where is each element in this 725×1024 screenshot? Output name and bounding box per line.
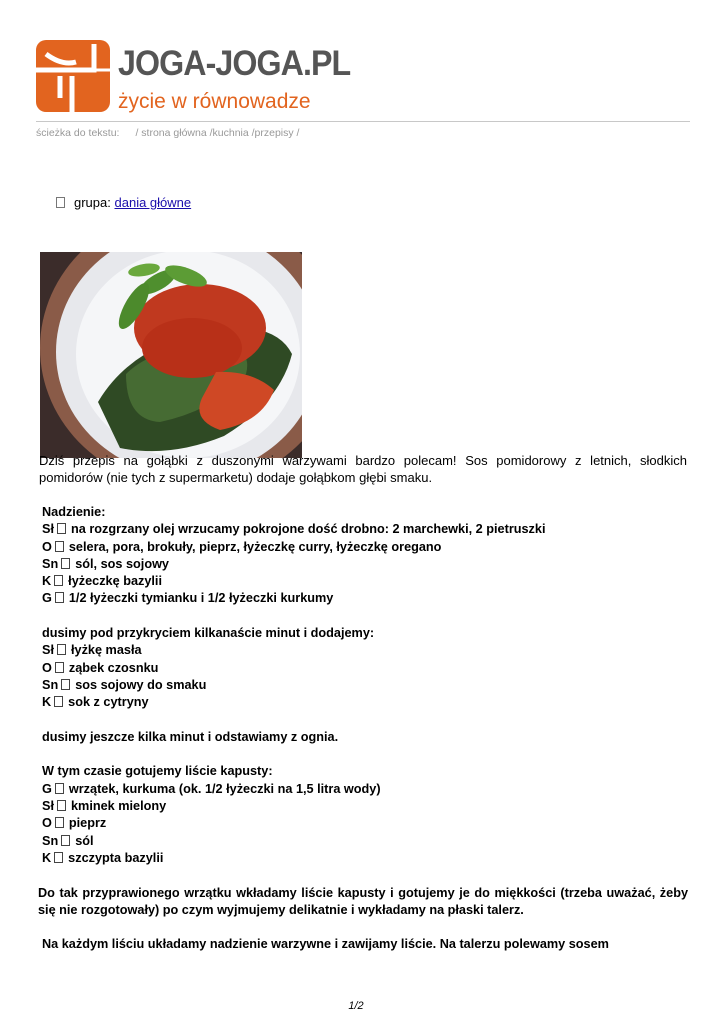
- breadcrumb-label: ścieżka do tekstu:: [36, 127, 120, 139]
- site-logo[interactable]: [36, 40, 351, 116]
- group-label: grupa:: [74, 195, 111, 210]
- page-number: 1/2: [348, 1000, 364, 1012]
- ingredient-line: O selera, pora, brokuły, pieprz, łyżeczkę curry, łyżeczkę oregano: [42, 539, 442, 554]
- bullet-box-icon: [54, 852, 63, 863]
- group-link[interactable]: dania główne: [114, 195, 192, 210]
- logo-mark: [36, 40, 110, 112]
- ingredient-line: Sn sos sojowy do smaku: [42, 677, 207, 692]
- bullet-box-icon: [55, 817, 64, 828]
- paragraph-cooking: Do tak przyprawionego wrzątku wkładamy liście kapusty i gotujemy je do miękkości (trzeba uważać, żeby się nie rozgotowały) po czym wyjmujemy delikatnie i wykładamy na płaski talerz.: [38, 885, 688, 917]
- recipe-body: [38, 504, 688, 954]
- bullet-box-icon: [54, 575, 63, 586]
- bullet-box-icon: [57, 523, 66, 534]
- ingredient-line: Sł na rozgrzany olej wrzucamy pokrojone dość drobno: 2 marchewki, 2 pietruszki: [42, 522, 546, 537]
- bullet-box-icon: [61, 558, 70, 569]
- ingredient-line: O pieprz: [42, 816, 107, 831]
- filling-title: Nadzienie:: [42, 505, 106, 519]
- bullet-box-icon: [61, 679, 70, 690]
- bullet-box-icon: [57, 644, 66, 655]
- ingredient-line: Sn sól, sos sojowy: [42, 556, 169, 571]
- bullet-box-icon: [61, 835, 70, 846]
- paragraph-wrapping: Na każdym liściu układamy nadzienie warzywne i zawijamy liście. Na talerzu polewamy sosem: [42, 937, 609, 952]
- bullet-box-icon: [55, 783, 64, 794]
- bullet-box-icon: [56, 197, 65, 208]
- brand-name: JOGA-JOGA.PL: [118, 44, 351, 83]
- bullet-box-icon: [55, 541, 64, 552]
- ingredient-line: Sn sól: [42, 833, 94, 848]
- logo-figure-icon: [36, 40, 110, 112]
- stew-title: dusimy pod przykryciem kilkanaście minut i dodajemy:: [42, 626, 375, 641]
- bullet-box-icon: [55, 662, 64, 673]
- brand-tagline: życie w równowadze: [118, 90, 311, 113]
- ingredient-line: K łyżeczkę bazylii: [42, 574, 162, 589]
- ingredient-line: Sł łyżkę masła: [42, 643, 142, 658]
- ingredient-line: K sok z cytryny: [42, 695, 149, 710]
- bullet-box-icon: [57, 800, 66, 811]
- header-divider: [36, 121, 690, 122]
- bullet-box-icon: [55, 592, 64, 603]
- breadcrumb-path[interactable]: / strona główna /kuchnia /przepisy /: [135, 127, 300, 139]
- ingredient-line: Sł kminek mielony: [42, 799, 167, 814]
- ingredient-line: G 1/2 łyżeczki tymianku i 1/2 łyżeczki kurkumy: [42, 591, 334, 606]
- breadcrumb: [36, 127, 299, 139]
- ingredient-line: K szczypta bazylii: [42, 850, 164, 865]
- cabbage-title: W tym czasie gotujemy liście kapusty:: [42, 764, 273, 779]
- stew-end: dusimy jeszcze kilka minut i odstawiamy z ognia.: [42, 729, 339, 744]
- ingredient-line: O ząbek czosnku: [42, 660, 159, 675]
- intro-paragraph: Dziś przepis na gołąbki z duszonymi warzywami bardzo polecam! Sos pomidorowy z letnich, słodkich pomidorów (nie tych z supermarketu) dodaje gołąbkom głębi smaku.: [39, 453, 687, 485]
- group-line: [56, 195, 191, 210]
- recipe-photo: [40, 252, 302, 458]
- ingredient-line: G wrzątek, kurkuma (ok. 1/2 łyżeczki na 1,5 litra wody): [42, 781, 381, 796]
- bullet-box-icon: [54, 696, 63, 707]
